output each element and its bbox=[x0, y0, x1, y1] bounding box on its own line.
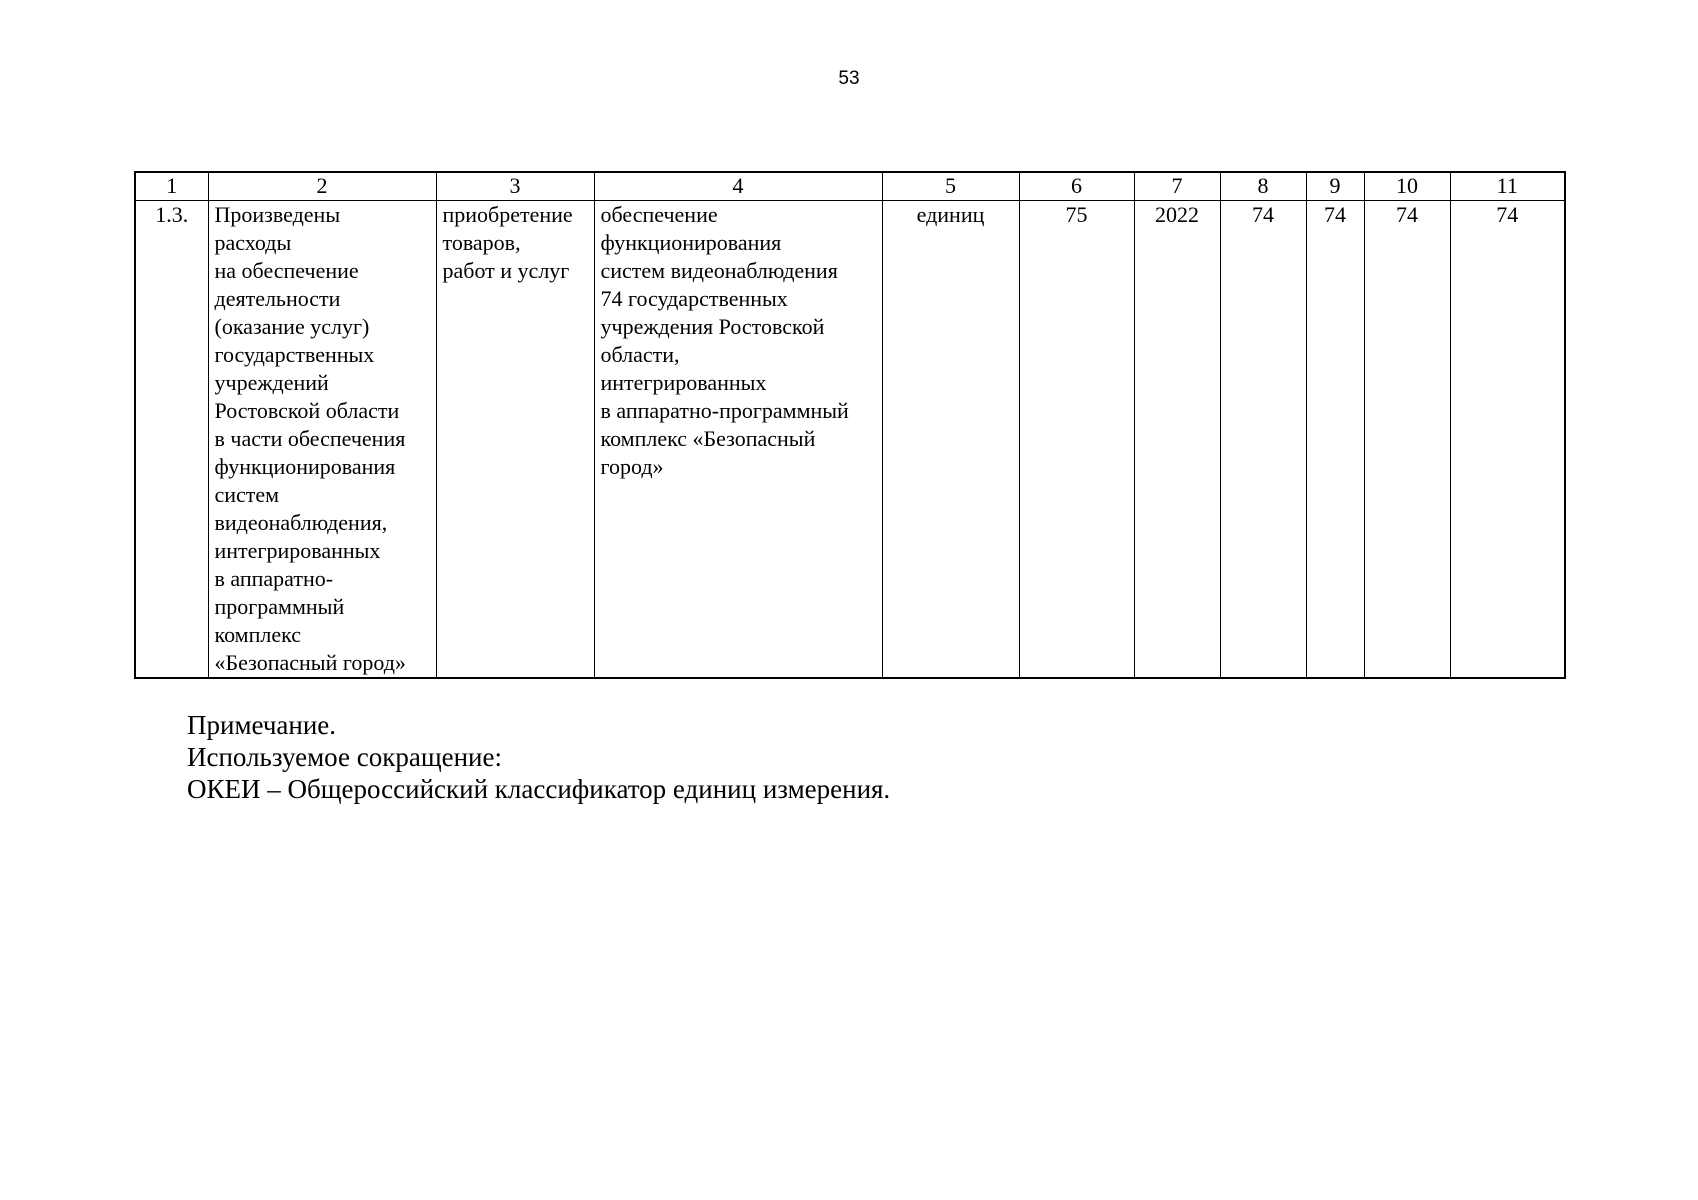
data-table bbox=[134, 171, 1566, 679]
cell-value-9: 74 bbox=[1306, 201, 1364, 679]
cell-value-11: 74 bbox=[1450, 201, 1565, 679]
table-header-row bbox=[135, 172, 1565, 201]
table-row bbox=[135, 201, 1565, 679]
column-header-8: 8 bbox=[1220, 172, 1306, 201]
cell-value-8: 74 bbox=[1220, 201, 1306, 679]
cell-result-description: Произведены расходы на обеспечение деятельности (оказание услуг) государственных учреждений Ростовской области в части обеспечения функционирования систем видеонаблюдения, интегрированных в аппаратно- программный комплекс «Безопасный город» bbox=[208, 201, 436, 679]
column-header-4: 4 bbox=[594, 172, 882, 201]
column-header-5: 5 bbox=[882, 172, 1019, 201]
footnote-abbreviation-title: Используемое сокращение: bbox=[187, 742, 502, 772]
cell-okei-code: 75 bbox=[1019, 201, 1134, 679]
cell-expense-type: приобретение товаров, работ и услуг bbox=[436, 201, 594, 679]
footnote-abbreviation-definition: ОКЕИ – Общероссийский классификатор единиц измерения. bbox=[187, 774, 891, 804]
cell-indicator-name: обеспечение функционирования систем видеонаблюдения 74 государственных учреждения Ростовской области, интегрированных в аппаратно-программный комплекс «Безопасный город» bbox=[594, 201, 882, 679]
footnote-heading: Примечание. bbox=[187, 710, 337, 740]
column-header-7: 7 bbox=[1134, 172, 1220, 201]
cell-year: 2022 bbox=[1134, 201, 1220, 679]
page-number: 53 bbox=[838, 68, 860, 89]
column-header-10: 10 bbox=[1364, 172, 1450, 201]
column-header-1: 1 bbox=[135, 172, 208, 201]
column-header-6: 6 bbox=[1019, 172, 1134, 201]
column-header-3: 3 bbox=[436, 172, 594, 201]
column-header-2: 2 bbox=[208, 172, 436, 201]
cell-item-number: 1.3. bbox=[135, 201, 208, 679]
column-header-9: 9 bbox=[1306, 172, 1364, 201]
footnote bbox=[187, 709, 890, 805]
cell-value-10: 74 bbox=[1364, 201, 1450, 679]
cell-unit: единиц bbox=[882, 201, 1019, 679]
column-header-11: 11 bbox=[1450, 172, 1565, 201]
